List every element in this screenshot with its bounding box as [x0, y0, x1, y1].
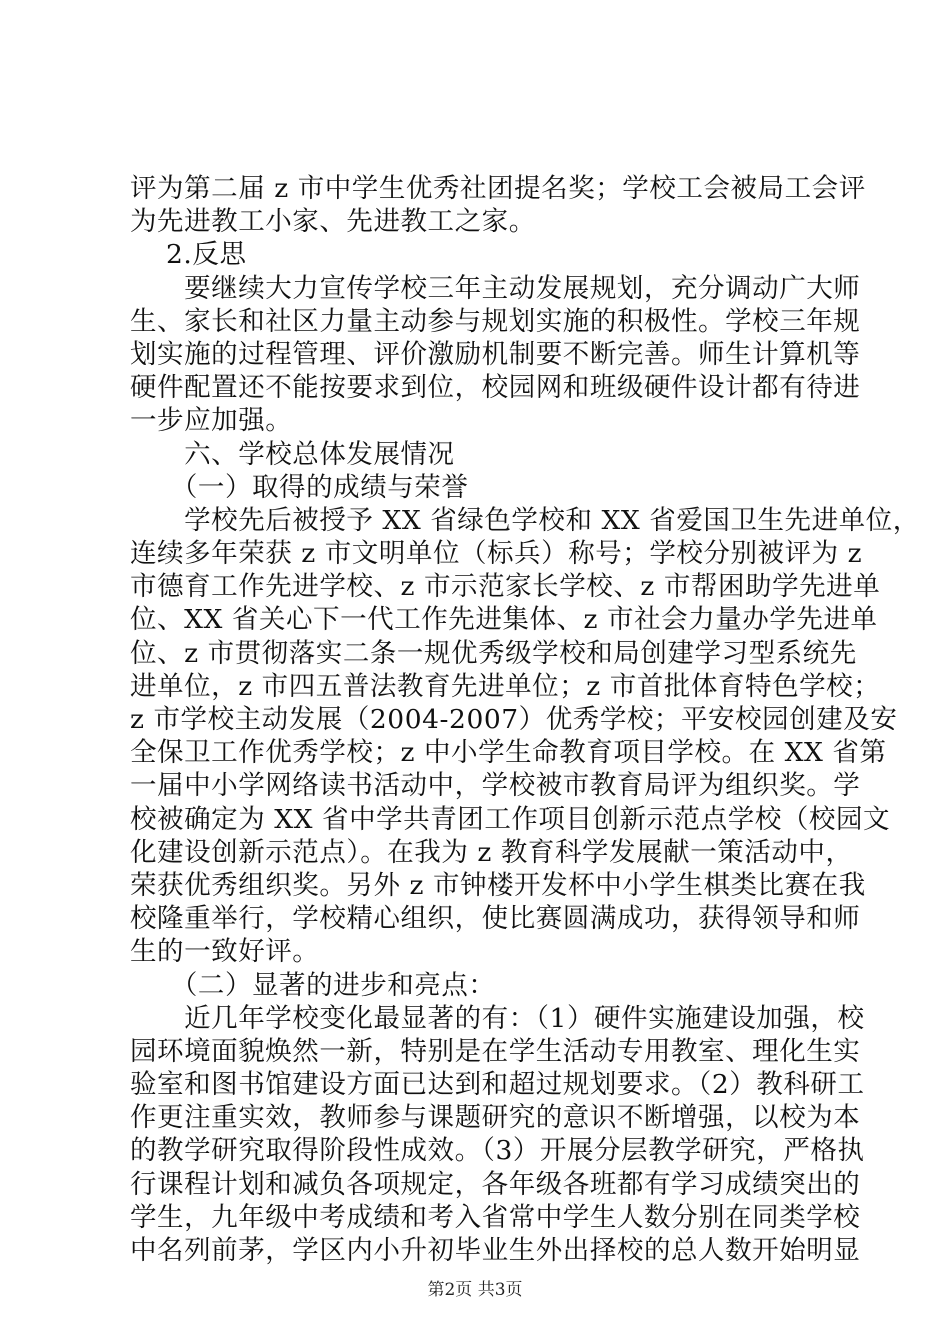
section-heading-overall-development: 六、学校总体发展情况 — [130, 438, 455, 470]
text-line: 园环境面貌焕然一新，特别是在学生活动专用教室、理化生实 — [130, 1035, 861, 1067]
page-number: 第2页 共3页 — [427, 1280, 523, 1300]
text-line: 位、XX 省关心下一代工作先进集体、z 市社会力量办学先进单 — [130, 604, 878, 636]
section-heading-reflection: 2.反思 — [130, 239, 247, 271]
text-line: 生、家长和社区力量主动参与规划实施的积极性。学校三年规 — [130, 305, 861, 337]
text-line: 中名列前茅，学区内小升初毕业生外出择校的总人数开始明显 — [130, 1235, 861, 1266]
text-line: 硬件配置还不能按要求到位，校园网和班级硬件设计都有待进 — [130, 372, 861, 404]
text-line: 作更注重实效，教师参与课题研究的意识不断增强，以校为本 — [130, 1102, 861, 1134]
text-line: 一步应加强。 — [130, 405, 293, 437]
text-line: 荣获优秀组织奖。另外 z 市钟楼开发杯中小学生棋类比赛在我 — [130, 869, 866, 901]
text-line: 要继续大力宣传学校三年主动发展规划，充分调动广大师 — [130, 272, 861, 304]
text-line: 划实施的过程管理、评价激励机制要不断完善。师生计算机等 — [130, 338, 861, 370]
text-line: 位、z 市贯彻落实二条一规优秀级学校和局创建学习型系统先 — [130, 637, 857, 669]
text-line: 近几年学校变化最显著的有：（1）硬件实施建设加强，校 — [130, 1002, 865, 1034]
text-line: 验室和图书馆建设方面已达到和超过规划要求。（2）教科研工 — [130, 1069, 865, 1101]
text-line: 为先进教工小家、先进教工之家。 — [130, 206, 536, 238]
text-line: 生的一致好评。 — [130, 936, 320, 968]
text-line: 学校先后被授予 XX 省绿色学校和 XX 省爱国卫生先进单位， — [130, 504, 920, 536]
subsection-heading-progress: （二）显著的进步和亮点： — [130, 969, 496, 1001]
text-line: 进单位，z 市四五普法教育先进单位；z 市首批体育特色学校； — [130, 670, 881, 702]
text-line: 校被确定为 XX 省中学共青团工作项目创新示范点学校（校园文 — [130, 803, 891, 835]
text-line: 行课程计划和减负各项规定，各年级各班都有学习成绩突出的 — [130, 1168, 861, 1200]
text-line: z 市学校主动发展（2004-2007）优秀学校；平安校园创建及安 — [130, 704, 898, 735]
document-body — [130, 172, 920, 1267]
subsection-heading-achievements: （一）取得的成绩与荣誉 — [130, 471, 469, 503]
text-line: 一届中小学网络读书活动中，学校被市教育局评为组织奖。学 — [130, 770, 861, 802]
text-line: 的教学研究取得阶段性成效。（3）开展分层教学研究，严格执 — [130, 1135, 865, 1167]
page-footer — [0, 1275, 950, 1300]
text-line: 校隆重举行，学校精心组织，使比赛圆满成功，获得领导和师 — [130, 903, 861, 935]
text-line: 化建设创新示范点）。在我为 z 教育科学发展献一策活动中， — [130, 836, 853, 868]
text-line: 评为第二届 z 市中学生优秀社团提名奖；学校工会被局工会评 — [130, 173, 866, 204]
text-line: 连续多年荣获 z 市文明单位（标兵）称号；学校分别被评为 z — [130, 538, 863, 570]
text-line: 市德育工作先进学校、z 市示范家长学校、z 市帮困助学先进单 — [130, 571, 881, 603]
text-line: 全保卫工作优秀学校；z 中小学生命教育项目学校。在 XX 省第 — [130, 737, 887, 769]
text-line: 学生，九年级中考成绩和考入省常中学生人数分别在同类学校 — [130, 1201, 861, 1233]
